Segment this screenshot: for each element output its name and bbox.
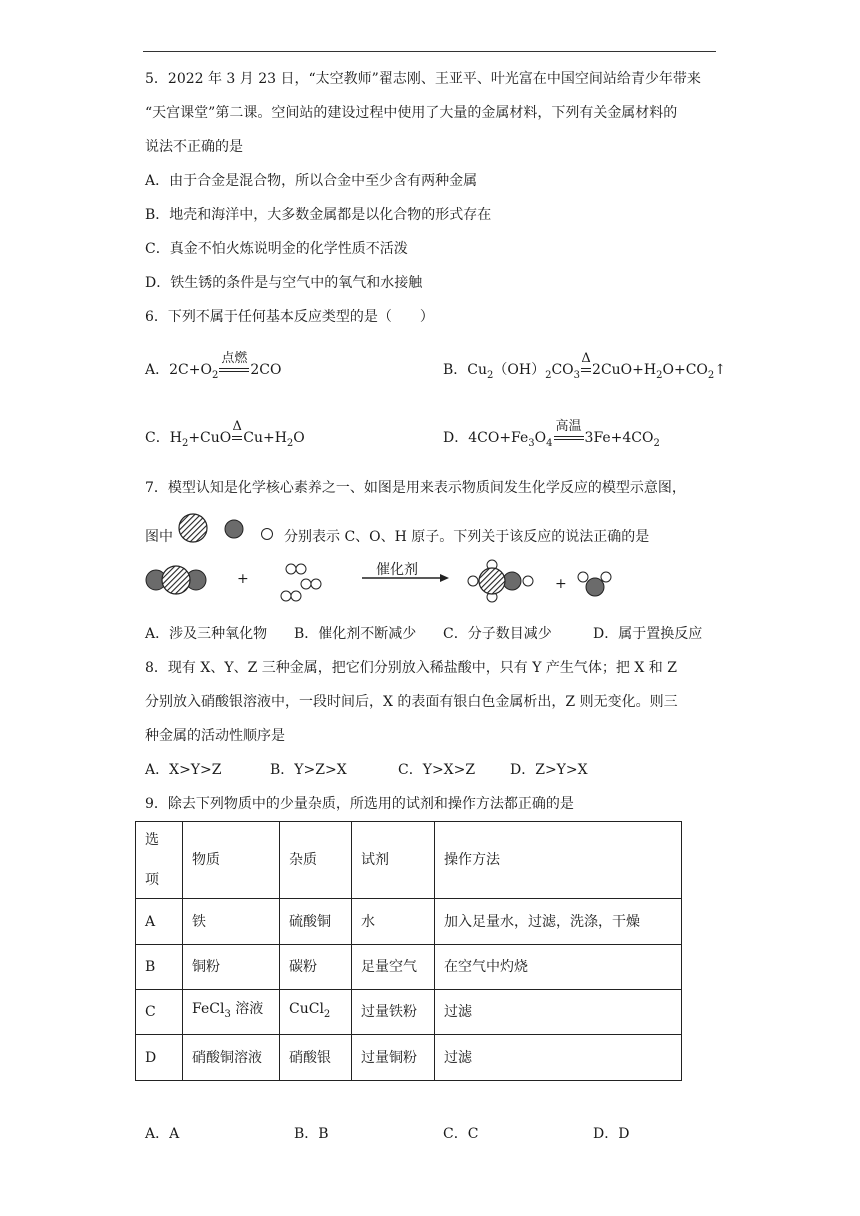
cell-reagent: 足量空气 <box>352 945 435 990</box>
q6-option-b[interactable]: B．$Cu_2(OH)_2CO_3$ Δ $2CuO+H_2O+CO_2↑$ <box>443 351 726 381</box>
q5-option-a[interactable]: A．由于合金是混合物，所以合金中至少含有两种金属 <box>145 173 478 189</box>
cell-option: A <box>136 899 183 945</box>
q8-stem-line3: 种金属的活动性顺序是 <box>145 728 285 744</box>
reaction-arrow: Δ <box>580 360 592 380</box>
reaction-arrow: 高温 <box>553 428 585 448</box>
q7-stem-line1: 7．模型认知是化学核心素养之一、如图是用来表示物质间发生化学反应的模型示意图， <box>145 480 686 496</box>
q8-option-d[interactable]: D．Z>Y>X <box>510 762 588 778</box>
ch3oh-molecule-icon <box>468 560 533 602</box>
q8-stem-line2: 分别放入硝酸银溶液中，一段时间后，X 的表面有银白色金属析出，Z 则无变化。则三 <box>145 694 678 710</box>
cell-substance: 铜粉 <box>183 945 280 990</box>
catalyst-label: 催化剂 <box>376 562 418 578</box>
cell-option: C <box>136 990 183 1035</box>
table-header-row <box>136 822 682 899</box>
carbon-atom-icon <box>179 514 207 542</box>
cell-option: B <box>136 945 183 990</box>
q5-option-c[interactable]: C．真金不怕火炼说明金的化学性质不活泼 <box>145 241 408 257</box>
q9-table <box>135 821 682 1081</box>
atom-legend <box>176 510 276 546</box>
cell-impurity: CuCl$_2$ <box>280 990 352 1035</box>
cell-reagent: 过量铜粉 <box>352 1035 435 1081</box>
table-row <box>136 899 682 945</box>
reaction-arrow: Δ <box>231 428 243 448</box>
hydrogen-atom-icon <box>262 529 273 540</box>
q6-option-c[interactable]: C．$H_2+CuO$ Δ $Cu+H_2O$ <box>145 419 305 449</box>
q8-option-b[interactable]: B．Y>Z>X <box>270 762 347 778</box>
header-reagent: 试剂 <box>352 822 435 899</box>
q9-stem: 9．除去下列物质中的少量杂质，所选用的试剂和操作方法都正确的是 <box>145 796 574 812</box>
q7-option-d[interactable]: D．属于置换反应 <box>593 626 703 642</box>
plus-sign: + <box>237 571 249 587</box>
header-method: 操作方法 <box>435 822 682 899</box>
q7-stem-line2-pre: 图中 <box>145 529 173 545</box>
cell-method: 过滤 <box>435 990 682 1035</box>
q9-option-b[interactable]: B．B <box>294 1126 329 1142</box>
reaction-arrow: 点燃 <box>218 360 250 380</box>
h2-molecules-icon <box>281 564 321 601</box>
q6-option-a[interactable]: A．$2C+O_2$ 点燃 2CO <box>145 351 282 381</box>
cell-substance: 硝酸铜溶液 <box>183 1035 280 1081</box>
q5-option-b[interactable]: B．地壳和海洋中，大多数金属都是以化合物的形式存在 <box>145 207 492 223</box>
cell-impurity: 硝酸银 <box>280 1035 352 1081</box>
q5-stem-line1: 5．2022 年 3 月 23 日，“太空教师”翟志刚、王亚平、叶光富在中国空间站给青少年带来 <box>145 71 701 87</box>
cell-option: D <box>136 1035 183 1081</box>
q6-stem: 6．下列不属于任何基本反应类型的是（ ） <box>145 309 434 325</box>
cell-reagent: 水 <box>352 899 435 945</box>
table-row <box>136 945 682 990</box>
q9-option-d[interactable]: D．D <box>593 1126 630 1142</box>
cell-method: 过滤 <box>435 1035 682 1081</box>
header-option: 选 项 <box>136 822 183 899</box>
cell-substance: FeCl$_3$ 溶液 <box>183 990 280 1035</box>
header-impurity: 杂质 <box>280 822 352 899</box>
cell-reagent: 过量铁粉 <box>352 990 435 1035</box>
header-substance: 物质 <box>183 822 280 899</box>
top-rule <box>143 51 716 52</box>
q6-option-d[interactable]: D．$4CO+Fe_3O_4$ 高温 $3Fe+4CO_2$ <box>443 419 660 449</box>
q8-stem-line1: 8．现有 X、Y、Z 三种金属，把它们分别放入稀盐酸中，只有 Y 产生气体；把 X 和 Z <box>145 660 677 676</box>
q7-option-a[interactable]: A．涉及三种氧化物 <box>145 626 268 642</box>
table-row <box>136 990 682 1035</box>
q9-option-c[interactable]: C．C <box>443 1126 479 1142</box>
h2o-molecule-icon <box>578 572 611 596</box>
q5-stem-line3: 说法不正确的是 <box>145 139 243 155</box>
co2-molecule-icon <box>146 566 206 594</box>
table-row <box>136 1035 682 1081</box>
q9-option-a[interactable]: A．A <box>145 1126 180 1142</box>
cell-substance: 铁 <box>183 899 280 945</box>
cell-method: 加入足量水，过滤，洗涤，干燥 <box>435 899 682 945</box>
cell-impurity: 硫酸铜 <box>280 899 352 945</box>
q8-option-c[interactable]: C．Y>X>Z <box>398 762 476 778</box>
oxygen-atom-icon <box>225 520 243 538</box>
q7-option-b[interactable]: B．催化剂不断减少 <box>294 626 417 642</box>
cell-impurity: 碳粉 <box>280 945 352 990</box>
q7-option-c[interactable]: C．分子数目减少 <box>443 626 552 642</box>
q5-option-d[interactable]: D．铁生锈的条件是与空气中的氧气和水接触 <box>145 275 423 291</box>
q5-stem-line2: “天宫课堂”第二课。空间站的建设过程中使用了大量的金属材料，下列有关金属材料的 <box>145 105 678 121</box>
plus-sign: + <box>555 576 567 592</box>
q8-option-a[interactable]: A．X>Y>Z <box>145 762 222 778</box>
q7-stem-line2-post: 分别表示 C、O、H 原子。下列关于该反应的说法正确的是 <box>284 529 650 545</box>
cell-method: 在空气中灼烧 <box>435 945 682 990</box>
